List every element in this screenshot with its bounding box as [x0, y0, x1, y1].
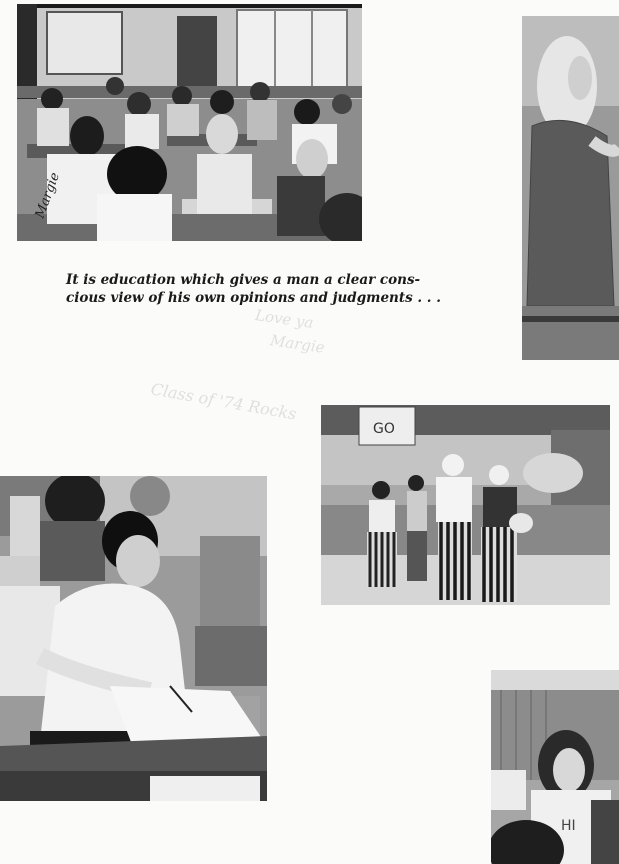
classroom-handwritten-name: Margie [32, 170, 63, 221]
quote-caption [66, 271, 446, 307]
photo-parade [321, 405, 610, 605]
faint-signature-3: Class of '74 Rocks [149, 379, 298, 424]
quote-line-1: It is education which gives a man a clear cons- [66, 272, 421, 288]
quote-line-2: cious view of his own opinions and judgments . . . [66, 290, 441, 306]
photo-girl-smiling [491, 670, 619, 864]
photo-boy-writing [0, 476, 267, 801]
photo-girl-at-board [522, 16, 619, 360]
faint-signature-1: Love ya [254, 306, 315, 332]
parade-sign-text: GO [373, 421, 395, 437]
shirt-letters: HI [561, 818, 576, 834]
photo-classroom [17, 4, 362, 241]
faint-signature-2: Margie [269, 331, 326, 357]
